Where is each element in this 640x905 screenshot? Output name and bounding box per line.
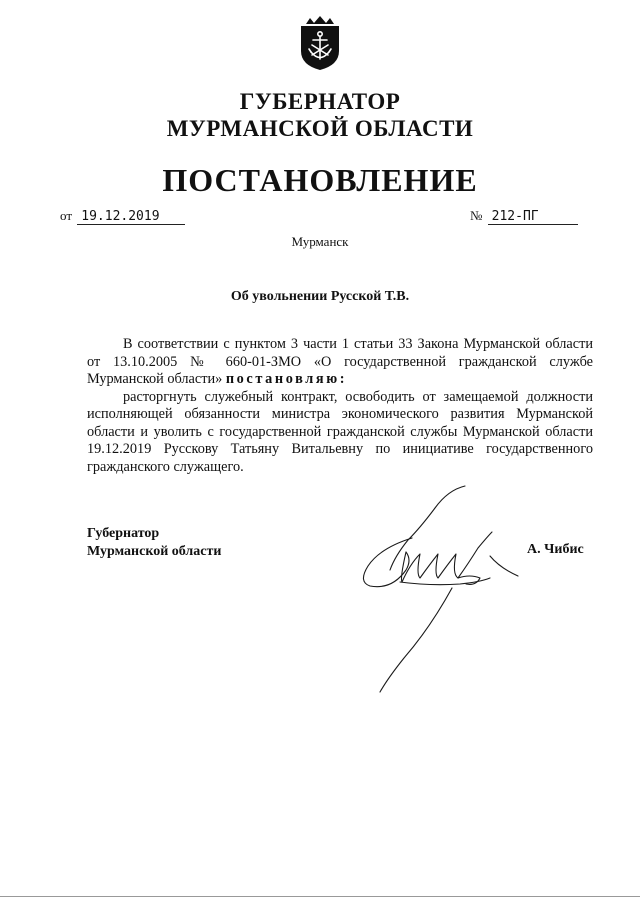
body-paragraph-2: расторгнуть служебный контракт, освободить от замещаемой должности исполняющей обязанности министра экономического развития Мурманской области и уволить с государственной гражданской службы Мурманской области 19.12.2019 Русскову Татьяну Витальевну по инициативе государственного гражданского служащего. bbox=[87, 388, 593, 475]
handwritten-signature bbox=[340, 478, 540, 708]
document-date: 19.12.2019 bbox=[77, 209, 185, 225]
document-number: 212-ПГ bbox=[488, 209, 578, 225]
number-prefix: № bbox=[470, 208, 483, 223]
signer-name: А. Чибис bbox=[527, 542, 584, 557]
signer-title bbox=[87, 525, 221, 560]
page-edge-line bbox=[0, 896, 640, 897]
resolution-keyword: постановляю: bbox=[225, 371, 348, 387]
issuer-title-line1: ГУБЕРНАТОР bbox=[239, 89, 401, 114]
body-paragraph-1 bbox=[87, 336, 593, 389]
city-name: Мурманск bbox=[291, 234, 349, 249]
date-line bbox=[60, 208, 185, 225]
issuer-title-line2: МУРМАНСКОЙ ОБЛАСТИ bbox=[166, 116, 474, 141]
date-prefix: от bbox=[60, 208, 73, 223]
coat-of-arms-icon bbox=[297, 15, 343, 71]
signer-title-line2: Мурманской области bbox=[87, 543, 222, 559]
signer-title-line1: Губернатор bbox=[87, 526, 160, 541]
body-paragraph-1-text: В соответствии с пунктом 3 части 1 статьи 33 Закона Мурманской области от 13.10.2005 № 660-01-ЗМО «О государственной гражданской службе Мурманской области» bbox=[87, 336, 593, 387]
document-type: ПОСТАНОВЛЕНИЕ bbox=[162, 162, 478, 198]
document-body bbox=[87, 336, 593, 476]
number-line bbox=[470, 208, 578, 225]
document-subject: Об увольнении Русской Т.В. bbox=[230, 289, 410, 304]
